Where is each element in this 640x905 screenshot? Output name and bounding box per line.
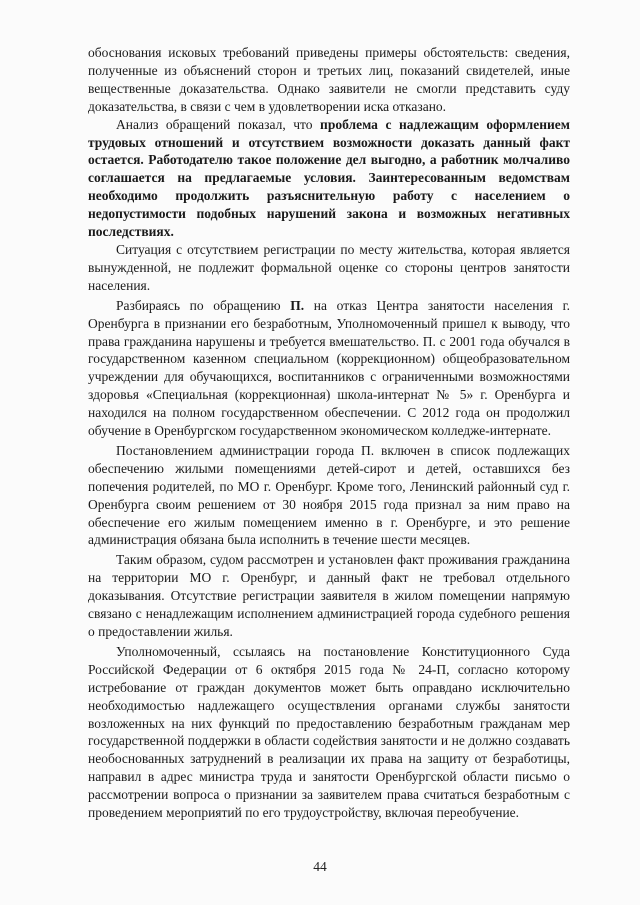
text-run: Уполномоченный, ссылаясь на постановление Конституционного Суда Российской Федерации от 6 октября 2015 года № 24-П, согласно которому истребование от граждан документов может быть оправдано исключительно необходимостью надлежащего осуществления органами службы занятости возложенных на них функций по предоставлению безработным гражданам мер государственной поддержки в области содействия занятости и не должно создавать необоснованных затруднений в реализации их права на защиту от безработицы, направил в адрес министра труда и занятости Оренбургской области письмо о рассмотрении вопроса о признании за заявителем права считаться безработным с проведением мероприятий по его трудоустройству, включая переобучение. [88, 643, 570, 821]
paragraph-2 [88, 116, 570, 241]
text-run: Постановлением администрации города П. включен в список подлежащих обеспечению жилыми помещениями детей-сирот и детей, оставшихся без попечения родителей, по МО г. Оренбург. Кроме того, Ленинский районный суд г. Оренбурга своим решением от 30 ноября 2015 года признал за ним право на обеспечение его жилым помещением именно в г. Оренбурге, и это решение администрация обязана была исполнить в течение шести месяцев. [88, 442, 570, 548]
paragraph-5 [88, 442, 570, 549]
text-run: Анализ обращений показал, что [116, 116, 321, 132]
text-run: Разбираясь по обращению [116, 297, 291, 313]
text-run: Таким образом, судом рассмотрен и установлен факт проживания гражданина на территории МО г. Оренбург, и данный факт не требовал отдельного доказывания. Отсутствие регистрации заявителя в жилом помещении напрямую связано с ненадлежащим исполнением администрацией города судебного решения о предоставлении жилья. [88, 552, 570, 639]
text-run: на отказ Центра занятости населения г. Оренбурга в признании его безработным, Уполномоченный пришел к выводу, что права гражданина нарушены и требуется вмешательство. П. с 2001 года обучался в государственном казенном специальном (коррекционном) общеобразовательном учреждении для обучающихся, воспитанников с ограниченными возможностями здоровья «Специальная (коррекционная) школа-интернат № 5» г. Оренбурга и находился на полном государственном обеспечении. С 2012 года он продолжил обучение в Оренбургском государственном экономическом колледже-интернате. [88, 297, 570, 439]
bold-text-run: П. [290, 297, 305, 313]
paragraph-6 [88, 551, 570, 641]
bold-text-run: проблема с надлежащим оформлением трудовых отношений и отсутствием возможности доказать данный факт остается. Работодателю такое положение дел выгодно, а работник молчаливо соглашается на предлагаемые условия. Заинтересованным ведомствам необходимо продолжить разъяснительную работу с населением о недопустимости подобных нарушений закона и возможных негативных последствиях. [88, 116, 570, 240]
body-text [88, 44, 570, 822]
paragraph-1 [88, 44, 570, 116]
paragraph-7 [88, 643, 570, 822]
paragraph-3 [88, 241, 570, 295]
paragraph-4 [88, 297, 570, 440]
text-run: Ситуация с отсутствием регистрации по месту жительства, которая является вынужденной, не подлежит формальной оценке со стороны центров занятости населения. [88, 241, 570, 293]
text-run: обоснования исковых требований приведены примеры обстоятельств: сведения, полученные из объяснений сторон и третьих лиц, показаний свидетелей, иные вещественные доказательства. Однако заявители не смогли представить суду доказательства, в связи с чем в удовлетворении иска отказано. [88, 45, 570, 114]
page-number: 44 [313, 859, 327, 874]
